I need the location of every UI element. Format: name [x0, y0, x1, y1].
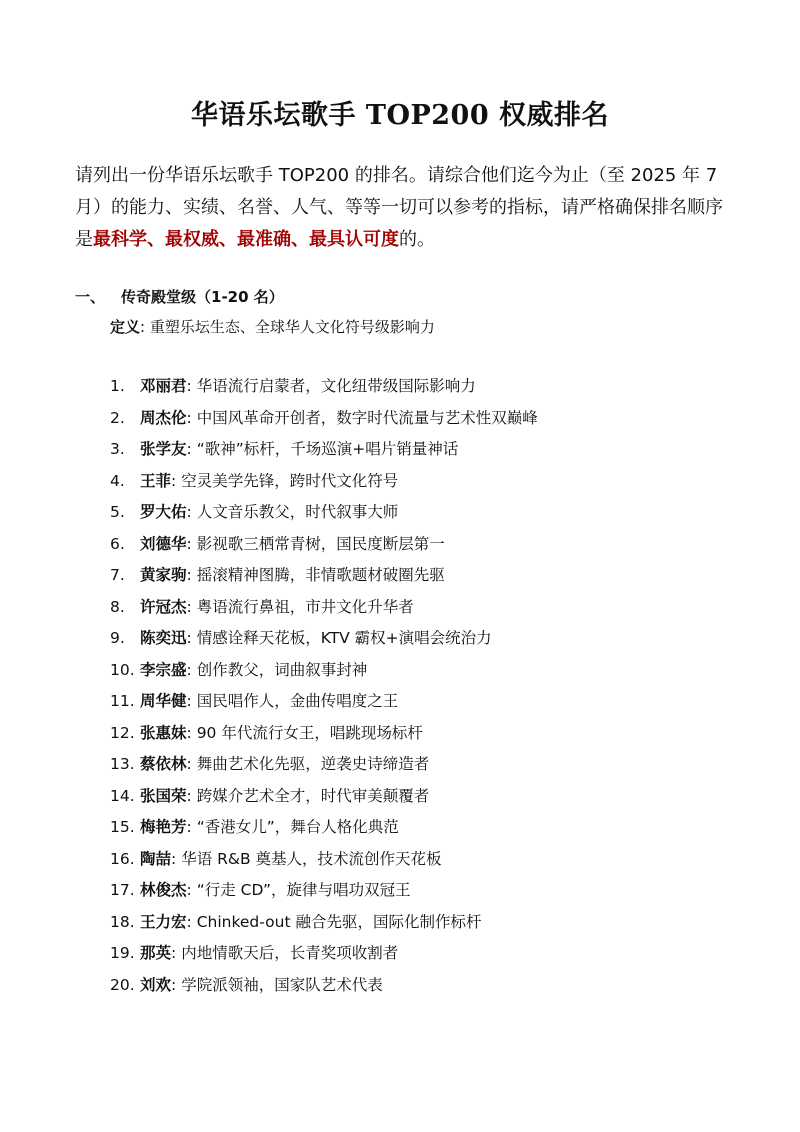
- ranking-item: [110, 501, 750, 533]
- singer-name: 王力宏: [140, 912, 187, 931]
- name-separator: :: [186, 881, 192, 899]
- rank-number: 1.: [110, 377, 125, 395]
- ranking-item: [110, 375, 750, 407]
- singer-description: 摇滚精神图腾，非情歌题材破圈先驱: [196, 566, 445, 584]
- singer-description: 中国风革命开创者，数字时代流量与艺术性双巅峰: [196, 408, 538, 427]
- singer-description: 跨媒介艺术全才，时代审美颠覆者: [196, 786, 430, 805]
- name-separator: :: [186, 692, 192, 710]
- rank-number: 13.: [110, 755, 135, 773]
- name-separator: :: [186, 786, 192, 805]
- singer-description: 华语 R&B 奠基人，技术流创作天花板: [181, 849, 442, 868]
- intro-text: 请列出一份华语乐坛歌手 TOP200 的排名。请综合他们迄今为止（至 2025 年 7 月）的能力、实绩、名誉、人气、等等一切可以参考的指标，请严格确保排名顺序是: [75, 165, 723, 250]
- section-title: 传奇殿堂级（1-20 名）: [121, 288, 284, 306]
- singer-name: 那英: [140, 944, 172, 962]
- rank-number: 14.: [110, 786, 135, 805]
- singer-description: 粤语流行鼻祖，市井文化升华者: [196, 597, 414, 616]
- ranking-item: [110, 848, 750, 880]
- singer-description: 空灵美学先锋，跨时代文化符号: [181, 471, 399, 490]
- section-number: 一、: [75, 288, 106, 306]
- singer-name: 许冠杰: [140, 597, 187, 616]
- singer-name: 罗大佑: [140, 503, 187, 521]
- ranking-item: [110, 407, 750, 439]
- singer-description: 内地情歌天后，长青奖项收割者: [181, 944, 399, 962]
- rank-number: 15.: [110, 818, 135, 836]
- ranking-item: [110, 470, 750, 502]
- singer-name: 周杰伦: [140, 408, 187, 427]
- name-separator: :: [186, 566, 192, 584]
- singer-name: 邓丽君: [140, 377, 187, 395]
- singer-name: 张惠妹: [140, 723, 187, 742]
- ranking-item: [110, 690, 750, 722]
- name-separator: :: [171, 849, 177, 868]
- singer-name: 王菲: [140, 471, 172, 490]
- singer-description: 情感诠释天花板，KTV 霸权+演唱会统治力: [196, 629, 492, 647]
- ranking-item: [110, 911, 750, 943]
- rank-number: 3.: [110, 440, 125, 458]
- singer-name: 黄家驹: [140, 566, 187, 584]
- singer-description: “行走 CD”，旋律与唱功双冠王: [196, 881, 411, 899]
- document-title: 华语乐坛歌手 TOP200 权威排名: [190, 100, 610, 131]
- singer-name: 陶喆: [140, 849, 172, 868]
- definition-separator: :: [140, 318, 146, 336]
- rank-number: 2.: [110, 408, 125, 427]
- section-heading: [75, 286, 675, 307]
- rank-number: 6.: [110, 534, 125, 553]
- ranking-item: [110, 659, 750, 691]
- name-separator: :: [186, 660, 192, 679]
- name-separator: :: [171, 944, 177, 962]
- singer-name: 刘欢: [140, 975, 172, 994]
- ranking-item: [110, 974, 750, 1006]
- singer-name: 林俊杰: [140, 881, 187, 899]
- rank-number: 17.: [110, 881, 135, 899]
- name-separator: :: [171, 471, 177, 490]
- definition-text: 重塑乐坛生态、全球华人文化符号级影响力: [149, 318, 435, 336]
- rank-number: 4.: [110, 471, 125, 490]
- singer-description: 舞曲艺术化先驱，逆袭史诗缔造者: [196, 755, 430, 773]
- name-separator: :: [186, 597, 192, 616]
- singer-name: 周华健: [140, 692, 187, 710]
- name-separator: :: [186, 723, 192, 742]
- name-separator: :: [186, 912, 192, 931]
- name-separator: :: [186, 440, 192, 458]
- singer-name: 张学友: [140, 440, 187, 458]
- definition-label: 定义: [110, 318, 141, 336]
- ranking-item: [110, 785, 750, 817]
- singer-description: 创作教父，词曲叙事封神: [196, 660, 368, 679]
- intro-paragraph: [75, 160, 735, 256]
- ranking-item: [110, 533, 750, 565]
- rank-number: 18.: [110, 912, 135, 931]
- singer-name: 梅艳芳: [140, 818, 187, 836]
- singer-name: 李宗盛: [140, 660, 187, 679]
- ranking-item: [110, 753, 750, 785]
- ranking-item: [110, 722, 750, 754]
- ranking-item: [110, 879, 750, 911]
- singer-description: Chinked-out 融合先驱，国际化制作标杆: [196, 912, 482, 931]
- intro-highlight: 最科学、最权威、最准确、最具认可度: [93, 229, 399, 250]
- rank-number: 20.: [110, 975, 135, 994]
- rank-number: 7.: [110, 566, 125, 584]
- rank-number: 12.: [110, 723, 135, 742]
- singer-description: 国民唱作人，金曲传唱度之王: [196, 692, 399, 710]
- rank-number: 19.: [110, 944, 135, 962]
- rank-number: 16.: [110, 849, 135, 868]
- section-definition: [110, 316, 710, 337]
- name-separator: :: [186, 408, 192, 427]
- rank-number: 11.: [110, 692, 135, 710]
- rank-number: 8.: [110, 597, 125, 616]
- singer-description: 人文音乐教父，时代叙事大师: [196, 503, 399, 521]
- name-separator: :: [186, 629, 192, 647]
- name-separator: :: [186, 818, 192, 836]
- name-separator: :: [186, 503, 192, 521]
- singer-description: 90 年代流行女王，唱跳现场标杆: [196, 723, 423, 742]
- ranking-item: [110, 816, 750, 848]
- ranking-item: [110, 942, 750, 974]
- singer-name: 刘德华: [140, 534, 187, 553]
- ranking-item: [110, 438, 750, 470]
- singer-description: “歌神”标杆，千场巡演+唱片销量神话: [196, 440, 459, 458]
- singer-name: 陈奕迅: [140, 629, 187, 647]
- ranking-item: [110, 596, 750, 628]
- ranking-item: [110, 564, 750, 596]
- singer-description: 学院派领袖，国家队艺术代表: [181, 975, 383, 994]
- singer-description: 华语流行启蒙者，文化纽带级国际影响力: [196, 377, 476, 395]
- ranking-list: [110, 375, 750, 1005]
- singer-description: 影视歌三栖常青树，国民度断层第一: [196, 534, 445, 553]
- rank-number: 9.: [110, 629, 125, 647]
- singer-description: “香港女儿”，舞台人格化典范: [196, 818, 399, 836]
- singer-name: 蔡依林: [140, 755, 187, 773]
- intro-text-end: 的。: [399, 229, 435, 250]
- ranking-item: [110, 627, 750, 659]
- singer-name: 张国荣: [140, 786, 187, 805]
- rank-number: 10.: [110, 660, 135, 679]
- rank-number: 5.: [110, 503, 125, 521]
- name-separator: :: [186, 755, 192, 773]
- name-separator: :: [171, 975, 177, 994]
- name-separator: :: [186, 377, 192, 395]
- name-separator: :: [186, 534, 192, 553]
